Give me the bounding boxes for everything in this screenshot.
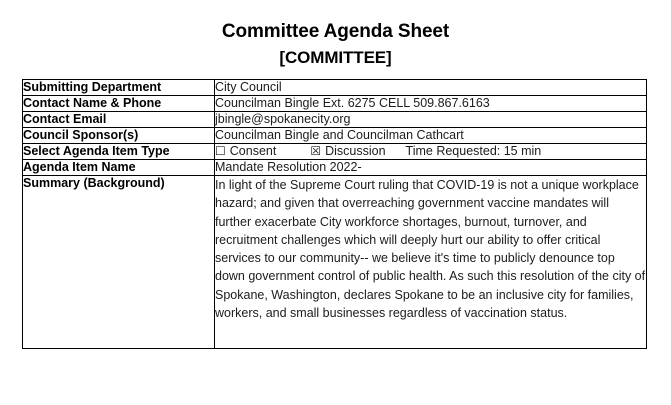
table-row (23, 112, 647, 128)
row-label-agenda-item-name: Agenda Item Name (23, 160, 215, 176)
table-row (23, 144, 647, 160)
table-row (23, 96, 647, 112)
checkbox-discussion-label: Discussion (325, 144, 386, 158)
row-value-agenda-item-name[interactable]: Mandate Resolution 2022- (215, 160, 647, 176)
row-label-submitting-department: Submitting Department (23, 80, 215, 96)
table-row-summary (23, 176, 647, 349)
table-row (23, 160, 647, 176)
checkbox-discussion[interactable] (310, 144, 385, 159)
checkbox-unchecked-icon: ☐ (215, 144, 226, 158)
row-value-council-sponsors[interactable]: Councilman Bingle and Councilman Cathcart (215, 128, 647, 144)
row-value-agenda-item-type (215, 144, 647, 160)
row-label-contact-name-phone: Contact Name & Phone (23, 96, 215, 112)
row-label-contact-email: Contact Email (23, 112, 215, 128)
summary-paragraph: In light of the Supreme Court ruling that COVID-19 is not a unique workplace hazard; and given that overreaching government vaccine mandates will further exacerbate City workforce shortages, burnout, turnover, and recruitment challenges which will deeply hurt our ability to offer critical services to our community-- we believe it's time to publicly denounce top down government control of public health. As such this resolution of the city of Spokane, Washington, declares Spokane to be an inclusive city for families, workers, and small businesses regardless of vaccination status. (215, 178, 646, 321)
row-value-submitting-department[interactable]: City Council (215, 80, 647, 96)
row-label-agenda-item-type: Select Agenda Item Type (23, 144, 215, 160)
row-label-summary: Summary (Background) (23, 176, 215, 349)
checkbox-consent[interactable] (215, 144, 276, 159)
page-subtitle: [COMMITTEE] (279, 48, 392, 67)
table-row (23, 80, 647, 96)
row-label-council-sponsors: Council Sponsor(s) (23, 128, 215, 144)
checkbox-consent-label: Consent (229, 144, 277, 158)
agenda-table (22, 79, 647, 349)
table-row (23, 128, 647, 144)
row-value-contact-email[interactable]: jbingle@spokanecity.org (215, 112, 647, 128)
row-value-contact-name-phone[interactable]: Councilman Bingle Ext. 6275 CELL 509.867.6163 (215, 96, 647, 112)
checkbox-checked-icon: ☒ (310, 144, 322, 158)
page-title: Committee Agenda Sheet (221, 21, 450, 42)
row-value-summary[interactable] (215, 176, 647, 349)
time-requested-text[interactable]: Time Requested: 15 min (405, 144, 542, 158)
